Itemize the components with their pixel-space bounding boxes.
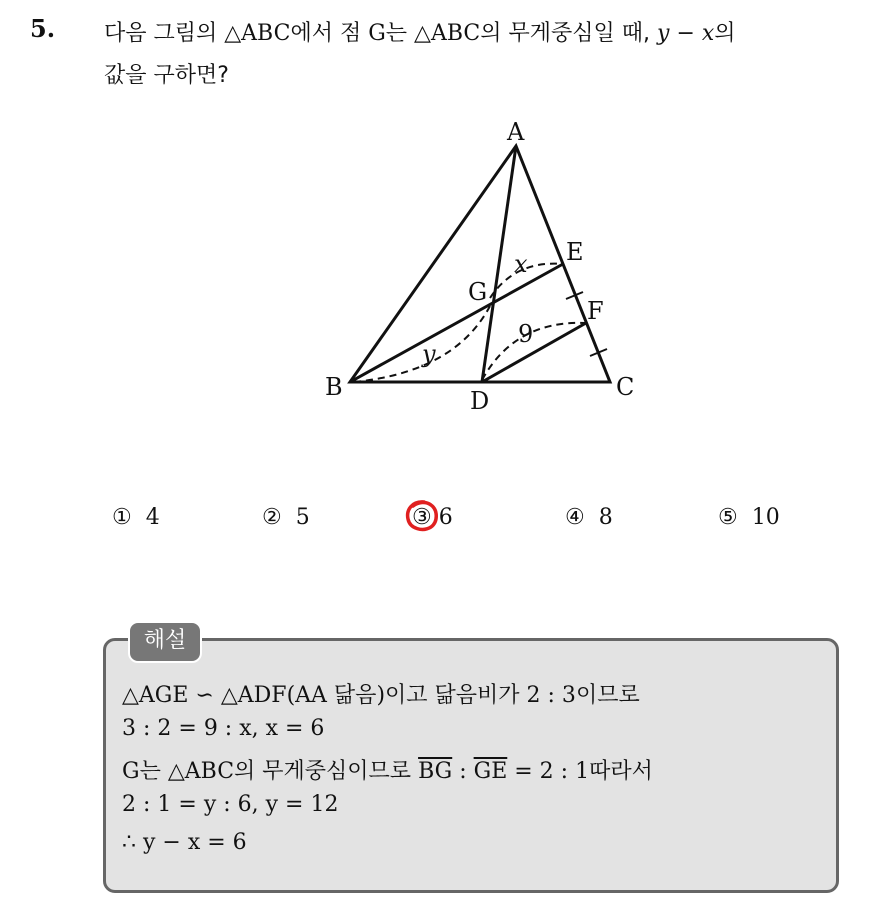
solution-text: 는 [139,759,168,784]
question-text: 에서 점 [290,21,369,46]
label-b: B [325,373,343,401]
solution-math: △AGE ∽ △ADF(AA [122,683,334,708]
question-number: 5. [30,14,56,43]
label-a: A [507,118,525,146]
label-e: E [566,238,584,266]
solution-tag: 해설 [128,621,202,663]
choice-mark: ⑤ [718,505,738,530]
choice-1[interactable] [112,505,160,530]
solution-text: 이고 닮음비가 [385,683,527,708]
choice-value: 10 [751,505,780,530]
triangle-abc-ref: △ABC [414,21,481,46]
segment-bg: $\overline{BG}$ [418,759,453,784]
triangle-figure [310,110,650,420]
choice-mark: ① [112,505,132,530]
choice-value: 6 [438,505,453,530]
segment-ge: $\overline{GE}$ [473,759,508,784]
expression-y-minus-x: y − x [657,21,715,46]
solution-text: 닮음 [333,683,377,708]
solution-text: 의 무게중심이므로 [234,759,419,784]
choice-mark: ② [262,505,282,530]
label-nine: 9 [518,320,534,348]
label-f: F [587,297,604,325]
question-text: 의 무게중심일 때, [480,21,658,46]
solution-line-2: 3 : 2 = 9 : x, x = 6 [122,716,325,741]
solution-line-3 [122,754,653,785]
solution-line-4: 2 : 1 = y : 6, y = 12 [122,792,339,817]
question-text: 는 [385,21,415,46]
label-c: C [616,373,635,401]
median-ad [482,146,516,382]
question-text: 다음 그림의 [104,21,225,46]
choice-mark: ④ [565,505,585,530]
solution-math: 2 : 3 [526,683,576,708]
solution-text: 이므로 [575,683,640,708]
question-text: 의 [714,21,736,46]
label-g: G [468,278,488,306]
solution-math: : [452,759,474,784]
choice-value: 8 [598,505,613,530]
label-d: D [470,387,490,415]
question-text-line2: 값을 구하면? [104,63,229,88]
solution-text: 따라서 [589,759,653,784]
solution-math: △ABC [167,759,235,784]
solution-math: G [122,759,140,784]
point-g-ref: G [368,21,386,46]
triangle-abc-ref: △ABC [224,21,291,46]
solution-line-5: ∴ y − x = 6 [122,830,247,855]
answer-circle-mark [404,498,440,534]
label-y: y [422,340,436,368]
solution-line-1 [122,678,640,709]
label-x: x [514,250,528,278]
choice-value: 4 [145,505,160,530]
choice-2[interactable] [262,505,310,530]
solution-math: ) [376,683,386,708]
choice-4[interactable] [565,505,613,530]
choice-5[interactable] [718,505,780,530]
question-text-line1 [104,16,736,47]
solution-math: = 2 : 1 [507,759,590,784]
choice-mark: ③ [412,505,432,530]
choice-value: 5 [295,505,310,530]
